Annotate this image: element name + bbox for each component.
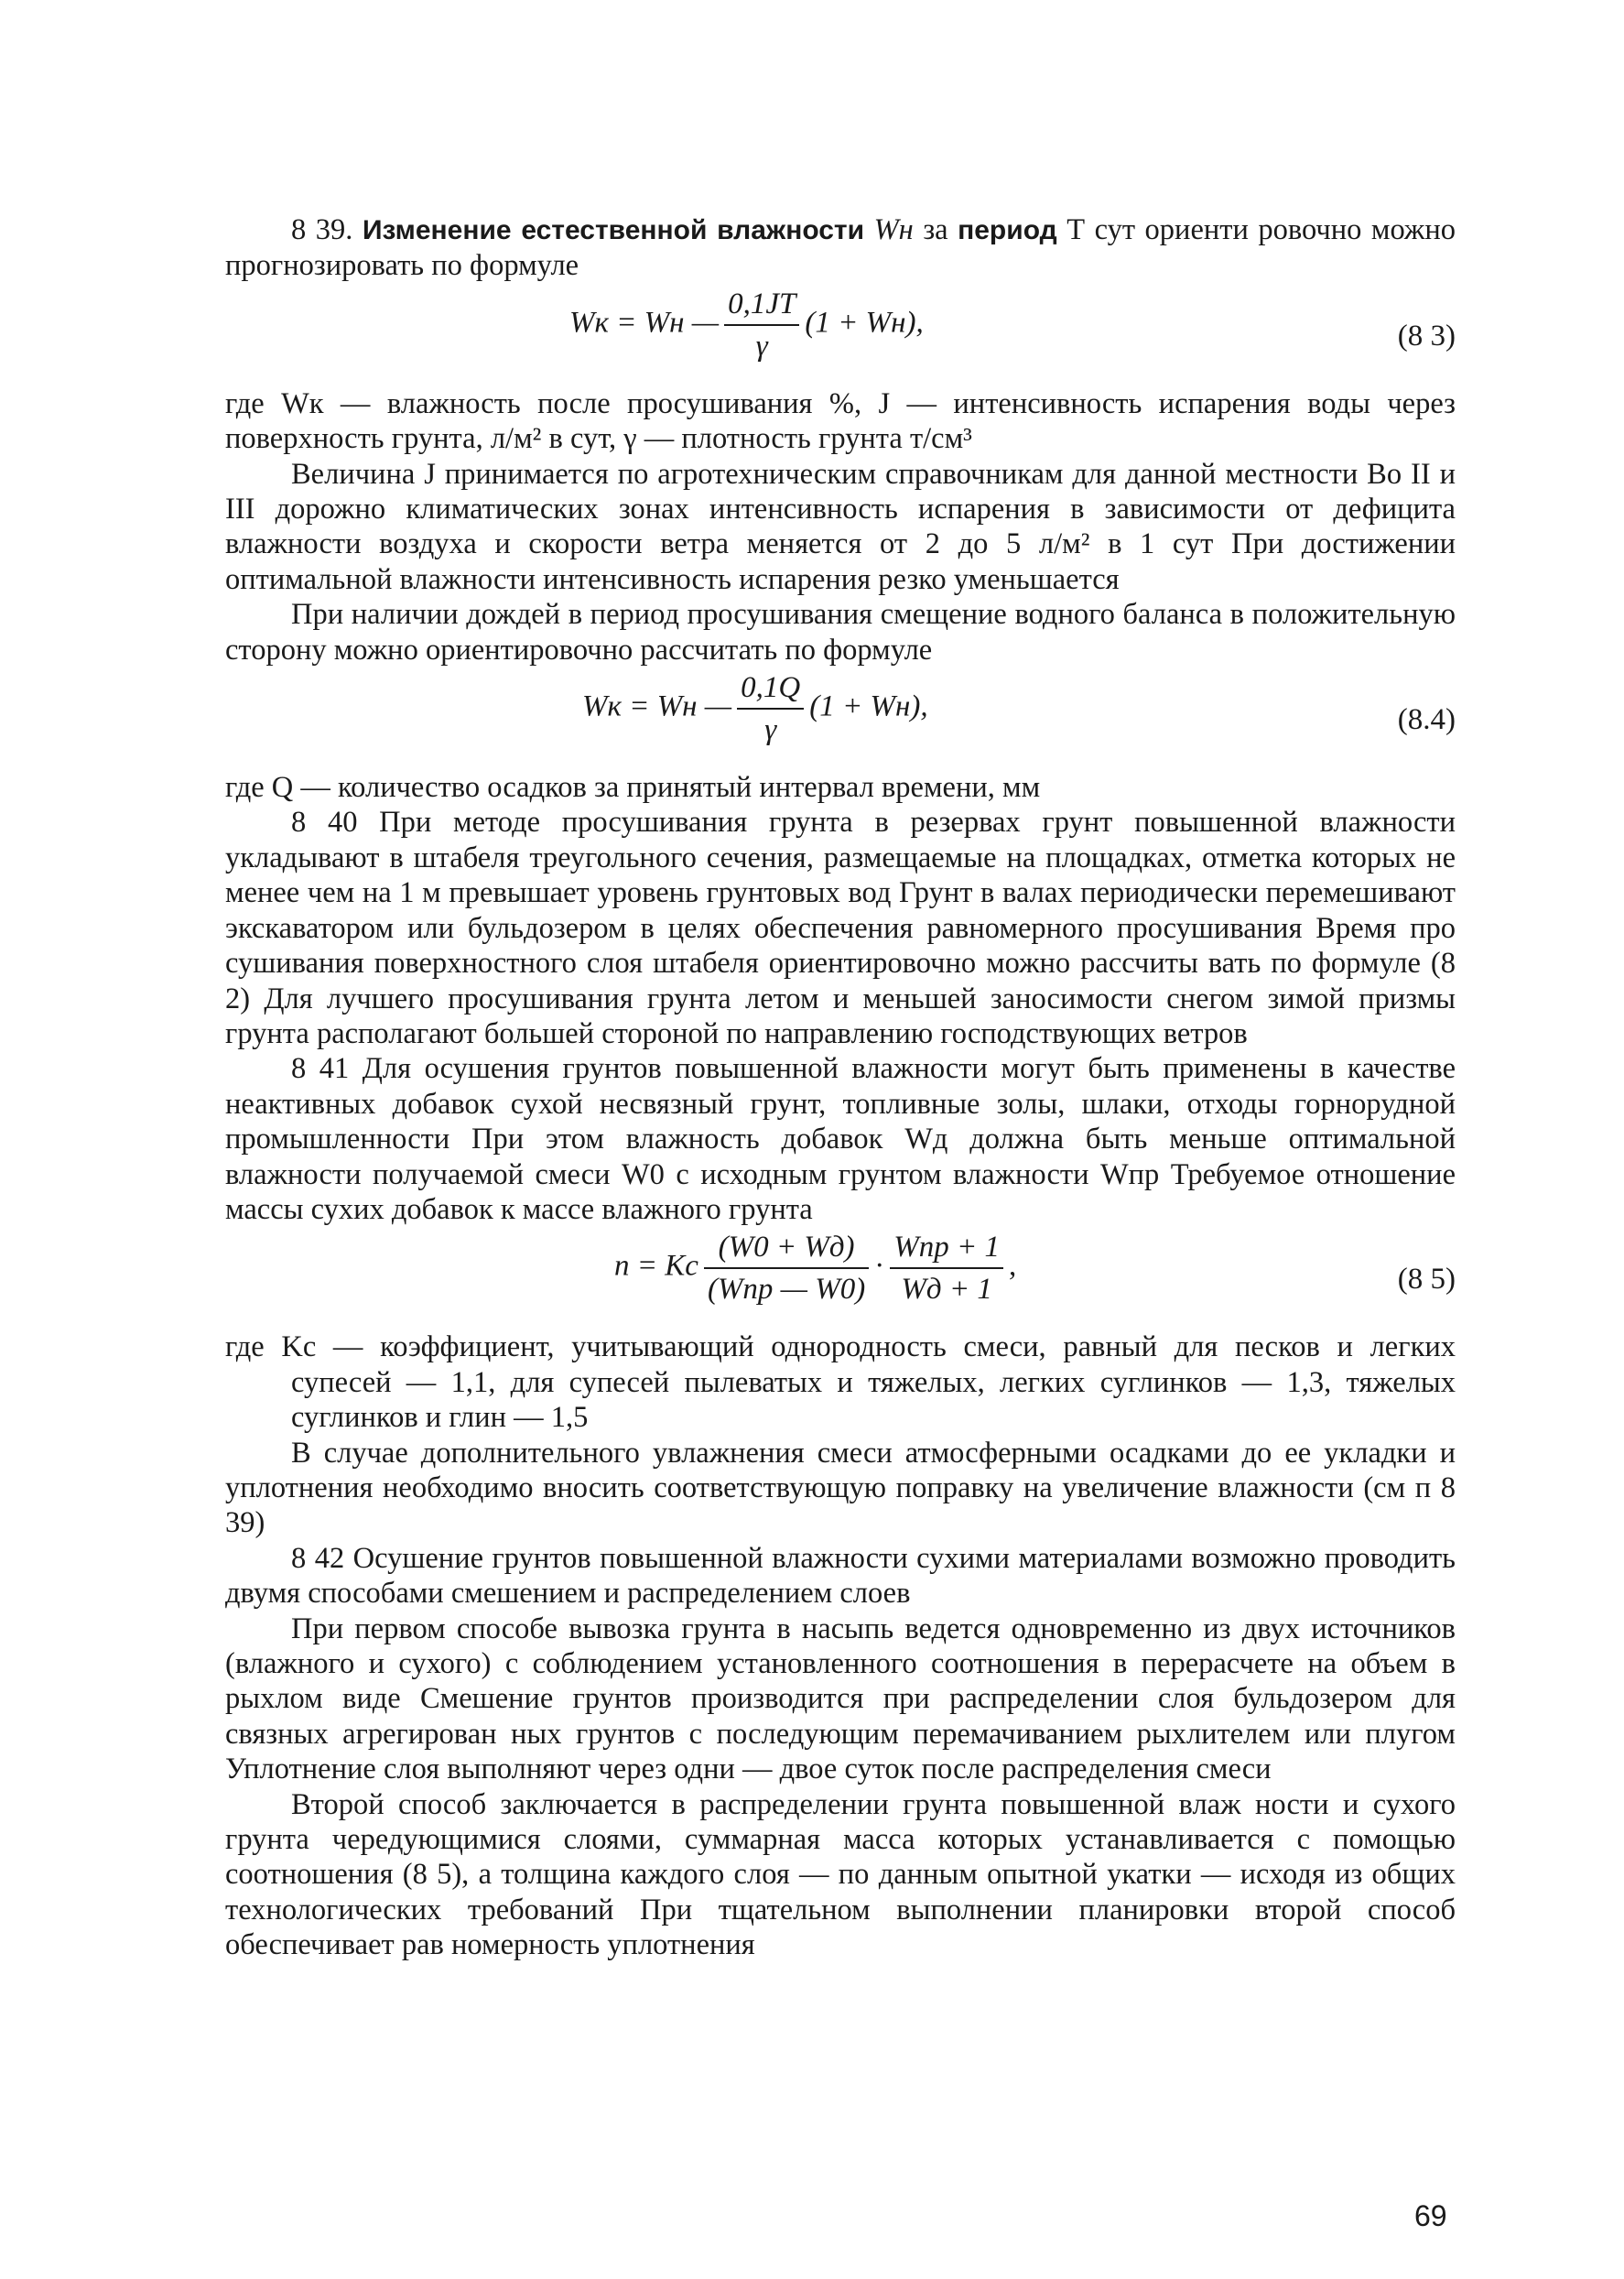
formula-number: (8.4) xyxy=(1397,703,1456,737)
paragraph-where-2: где Q — количество осадков за принятый интервал времени, мм xyxy=(225,771,1041,805)
paragraph-vtoroi-sposob: Второй способ заключается в распределении грунта повышенной влаж ности и сухого грунта чередующимися слоями, суммарная масса которых устанавливается с помощью соотношения (8 5), а толщина каждого слоя — по данным опытной укатки — исходя из общих технологических требований При тщательном выполнении планировки второй способ обеспечивает рав номерность уплотнения xyxy=(225,1787,1456,1962)
formula-left: Wк = Wн — xyxy=(569,306,720,340)
paragraph-pervyi-sposob: При первом способе вывозка грунта в насыпь ведется одновременно из двух источников (влажного и сухого) с соблюдением установленного соотношения в перерасчете на объем в рыхлом виде Смешение грунтов производится при распределении слоя бульдозером для связных агрегирован ных грунтов с последующим перемачиванием рыхлителем или плугом Уплотнение слоя выполняют через одни — двое суток после распределения смеси xyxy=(225,1612,1456,1786)
paragraph-where-1: где Wк — влажность после просушивания %, J — интенсивность испарения воды через поверхность грунта, л/м² в сут, γ — плотность грунта т/см³ xyxy=(225,386,1456,456)
paragraph-v-sluchae: В случае дополнительного увлажнения смеси атмосферными осадками до ее укладки и уплотнения необходимо вносить соответствующую поправку на увеличение влажности (см п 8 39) xyxy=(225,1436,1456,1540)
formula-numerator: (W0 + Wд) xyxy=(704,1229,869,1269)
bold-text: период xyxy=(958,215,1057,245)
formula-8-5: n = Kс $\frac{(W0 + Wд)}{\text{(Wпр — W0)}}$ · $\frac{\text{Wпр + 1}}{Wд + 1}$ , (8 5) xyxy=(614,1231,1456,1307)
section-number: 8 39. xyxy=(291,213,353,246)
formula-denominator: γ xyxy=(764,713,777,747)
formula-8-3 xyxy=(225,286,1456,385)
formula-left: Wк = Wн — xyxy=(582,689,732,723)
paragraph-velichina: Величина J принимается по агротехническим справочникам для данной местности Во II и III дорожно климатических зонах интенсивность испарения в зависимости от дефицита влажности воздуха и скорости ветра меняется от 2 до 5 л/м² в 1 сут При достижении оптимальной влажности интенсивность испарения резко уменьшается xyxy=(225,457,1456,596)
page-body xyxy=(225,212,1456,1963)
formula-8-4 xyxy=(225,669,1456,768)
formula-number: (8 3) xyxy=(1397,319,1456,353)
bold-text: Изменение естественной влажности xyxy=(362,215,865,245)
formula-number: (8 5) xyxy=(1397,1263,1456,1297)
paragraph-8-40: 8 40 При методе просушивания грунта в резервах грунт повышенной влажности укладывают в штабеля треугольного сечения, размещаемые на площадках, отметка которых не менее чем на 1 м превышает уровень грунтовых вод Грунт в валах периодически перемешивают экскаватором или бульдозером в целях обеспечения равномерного просушивания Время про сушивания поверхностного слоя штабеля ориентировочно можно рассчиты вать по формуле (8 2) Для лучшего просушивания грунта летом и меньшей заносимости снегом зимой призмы грунта располагают большей стороной по направлению господствующих ветров xyxy=(225,806,1456,1050)
formula-denominator: γ xyxy=(755,329,768,363)
text: Т сут ориенти ровочно можно прогнозировать по формуле xyxy=(225,213,1456,283)
paragraph-where-3: где Kс — коэффициент, учитывающий однородность смеси, равный для песков и легких супесей — 1,1, для супесей пылеватых и тяжелых, легких суглинков — 1,3, тяжелых суглинков и глин — 1,5 xyxy=(225,1330,1456,1435)
formula-left: n = Kс xyxy=(614,1249,698,1283)
formula-numerator: 0,1Q xyxy=(737,669,804,710)
paragraph-8-39 xyxy=(225,212,1456,284)
paragraph-8-42: 8 42 Осушение грунтов повышенной влажности сухими материалами возможно проводить двумя способами смешением и распределением слоев xyxy=(225,1541,1456,1611)
text: за xyxy=(923,213,948,246)
formula-numerator: 0,1JT xyxy=(724,286,799,326)
page-number: 69 xyxy=(1414,2199,1447,2232)
paragraph-pri-nalichii: При наличии дождей в период просушивания смещение водного баланса в положительную сторону можно ориентировочно рассчитать по формуле xyxy=(225,598,1456,667)
formula-numerator: Wпр + 1 xyxy=(890,1229,1003,1269)
formula-denominator: (Wпр — W0) xyxy=(707,1273,866,1307)
variable: Wн xyxy=(873,213,914,246)
formula-right: (1 + Wн), xyxy=(809,689,928,723)
formula-denominator: Wд + 1 xyxy=(901,1273,992,1307)
formula-right: (1 + Wн), xyxy=(805,306,924,340)
paragraph-8-41: 8 41 Для осушения грунтов повышенной влажности могут быть применены в качестве неактивных добавок сухой несвязный грунт, топливные золы, шлаки, отходы горнорудной промышленности При этом влажность добавок Wд должна быть меньше оптимальной влажности получаемой смеси W0 с исходным грунтом влажности Wпр Требуемое отношение массы сухих добавок к массе влажного грунта xyxy=(225,1052,1456,1226)
